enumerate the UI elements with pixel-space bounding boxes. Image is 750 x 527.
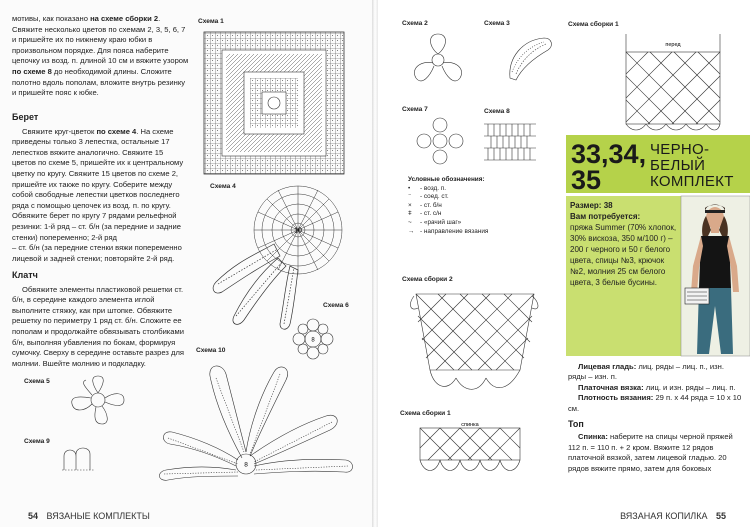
face-stitch-label: Лицевая гладь: xyxy=(578,362,637,371)
scheme8-label: Схема 8 xyxy=(484,108,510,115)
scheme3-label: Схема 3 xyxy=(484,20,510,27)
materials-list: пряжа Summer (70% хлопок, 30% вискоза, 350 м/100 г) – 200 г черного и 50 г белого цвета, спицы №3, крючок №2, молния 25 см белого цвета, 3 белые бусины. xyxy=(570,223,677,287)
assembly2-label: Схема сборки 2 xyxy=(402,276,453,283)
beret-heading: Берет xyxy=(12,112,39,122)
beret-text-2: . На схеме приведены только 3 лепестка, остальные 17 лепестков вяжите аналогично. Свяжите 15 цветов по схеме 5, пришейте их к центральному цветку по кругу. Свяжите 15 цветов по схеме 2, пришейте их также по кругу. Соберите между собой свободные лепестки цветков последнего ряда с помощью цепочек из возд. п. по кругу. Обвяжите берет по кругу 7 рядами рельефной резинки: 1-й ряд – ст. б/н (за передние и задние стенки) попеременно; 2-й ряд xyxy=(12,126,184,242)
title-numbers-line2: 35 xyxy=(571,165,602,195)
intro-paragraph xyxy=(12,14,189,99)
intro-ref-scheme8: по схеме 8 xyxy=(12,66,52,76)
legend-item-crab: ~ - «рачий шаг» xyxy=(408,218,462,226)
density-text: 29 п. х 44 ряда = 10 х 10 см. xyxy=(568,393,742,413)
scheme8-diagram xyxy=(482,118,538,164)
scheme4-center: 10 xyxy=(294,227,302,235)
assembly1-top-diagram xyxy=(612,32,736,134)
legend-item-slip: ⁻ - соед. ст. xyxy=(408,193,449,201)
scheme10-diagram xyxy=(150,356,360,486)
clutch-text: Обвяжите элементы пластиковой решетки ст. б/н, в середине каждого элемента иглой выполните стяжку, как при штопке. Обвяжите решетку по периметру 1 ряд ст. б/н. Сложите ее пополам и продолжайте обвязывать столбиками б/н, выполняя убавления по бокам, формируя сумочку. Сверху в середине оставьте разрез для молнии. Вшейте молнию и подкладку. xyxy=(12,284,184,368)
scheme6-label: Схема 6 xyxy=(323,302,349,309)
model-photo xyxy=(681,196,750,356)
left-page-number: 54 xyxy=(28,511,39,521)
title-numbers-line1: 33,34, xyxy=(571,139,647,169)
legend-item-sc: × - ст. б/н xyxy=(408,201,442,209)
scheme2-label: Схема 2 xyxy=(402,20,428,27)
materials-text xyxy=(570,200,680,288)
assembly1-bottom-diagram xyxy=(406,420,540,480)
title-word-1: ЧЕРНО- xyxy=(650,141,710,158)
legend xyxy=(408,176,488,236)
intro-text-1: мотивы, как показано xyxy=(12,14,91,23)
right-page-number: 55 xyxy=(715,511,726,521)
scheme3-diagram xyxy=(504,34,556,84)
scheme5-diagram xyxy=(68,374,128,426)
size-label: Размер: 38 xyxy=(570,201,613,210)
beret-text-1: Свяжите круг-цветок xyxy=(22,126,97,136)
face-stitch-text: лиц. ряды – лиц. п., изн. ряды – изн. п. xyxy=(568,362,724,382)
beret-ref-scheme4: по схеме 4 xyxy=(96,126,137,136)
intro-text-2: . Свяжите несколько цветов по схемам 2, 3, 5, 6, 7 и пришейте их по нижнему краю юбки в произвольном порядке. Для пояса наберите цепочку из возд. п. длиной 10 см и вяжите узором xyxy=(12,14,189,66)
legend-item-chain: • - возд. п. xyxy=(408,184,447,192)
legend-item-direction: → - направление вязания xyxy=(408,227,489,235)
assembly-front-label: перед xyxy=(665,42,681,48)
chain-icon: • xyxy=(408,184,411,192)
need-label: Вам потребуется: xyxy=(570,212,641,221)
scheme5-label: Схема 5 xyxy=(24,378,50,385)
scheme6-center: 8 xyxy=(311,337,315,344)
intro-ref-assembly2: на схеме сборки 2 xyxy=(90,14,159,23)
left-footer xyxy=(28,511,150,521)
clutch-heading: Клатч xyxy=(12,270,38,280)
scheme1-diagram xyxy=(200,28,348,178)
right-page xyxy=(378,0,750,527)
density-label: Плотность вязания: xyxy=(578,393,654,403)
title-word-3: КОМПЛЕКТ xyxy=(650,173,734,190)
assembly-back-label: спинка xyxy=(461,422,479,428)
crab-icon: ~ xyxy=(408,218,412,226)
garter-text: лиц. и изн. ряды – лиц. п. xyxy=(645,382,736,392)
legend-title: Условные обозначения: xyxy=(408,176,485,183)
scheme10-center: 8 xyxy=(244,461,248,469)
scheme10-label: Схема 10 xyxy=(196,347,226,354)
back-text: наберите на спицы черной пряжей 112 п. = 110 п. + 2 кром. Вяжите 12 рядов платочной вязкой, затем лицевой гладью. 20 рядов вяжите прямо, затем для боковых xyxy=(568,432,733,473)
clutch-section xyxy=(12,270,189,369)
legend-item-dc: ǂ - ст. с/н xyxy=(408,210,442,218)
assembly1-top-label: Схема сборки 1 xyxy=(568,21,619,28)
top-heading: Топ xyxy=(568,419,584,430)
beret-continuation: – ст. б/н (за передние стенки вяжи попеременно лицевой и задней стенки; повторяйте 2-й ряд. xyxy=(12,243,182,263)
right-footer xyxy=(620,511,726,521)
back-label: Спинка: xyxy=(578,432,608,442)
dc-icon: ǂ xyxy=(408,210,412,218)
scheme2-diagram xyxy=(408,32,468,88)
scheme1-label: Схема 1 xyxy=(198,18,224,25)
scheme9-label: Схема 9 xyxy=(24,438,50,445)
left-footer-title: ВЯЗАНЫЕ КОМПЛЕКТЫ xyxy=(46,511,150,521)
assembly1-bottom-label: Схема сборки 1 xyxy=(400,410,451,417)
scheme4-label: Схема 4 xyxy=(210,183,236,190)
sc-icon: × xyxy=(408,201,412,209)
intro-text-3: до необходимой длины. Сложите полотно вдоль пополам, вложите внутрь резинку и пришейте пояс к юбке. xyxy=(12,66,186,98)
assembly2-diagram xyxy=(408,290,542,396)
scheme9-diagram xyxy=(60,444,100,474)
slip-icon: ⁻ xyxy=(408,193,412,201)
garter-label: Платочная вязка: xyxy=(578,382,644,392)
title-word-2: БЕЛЫЙ xyxy=(650,157,706,174)
right-footer-title: ВЯЗАНАЯ КОПИЛКА xyxy=(620,511,708,521)
beret-section xyxy=(12,112,189,264)
scheme7-label: Схема 7 xyxy=(402,106,428,113)
instructions-text xyxy=(568,362,744,474)
left-page xyxy=(0,0,372,527)
scheme7-diagram xyxy=(416,116,464,166)
arrow-icon: → xyxy=(408,227,415,235)
